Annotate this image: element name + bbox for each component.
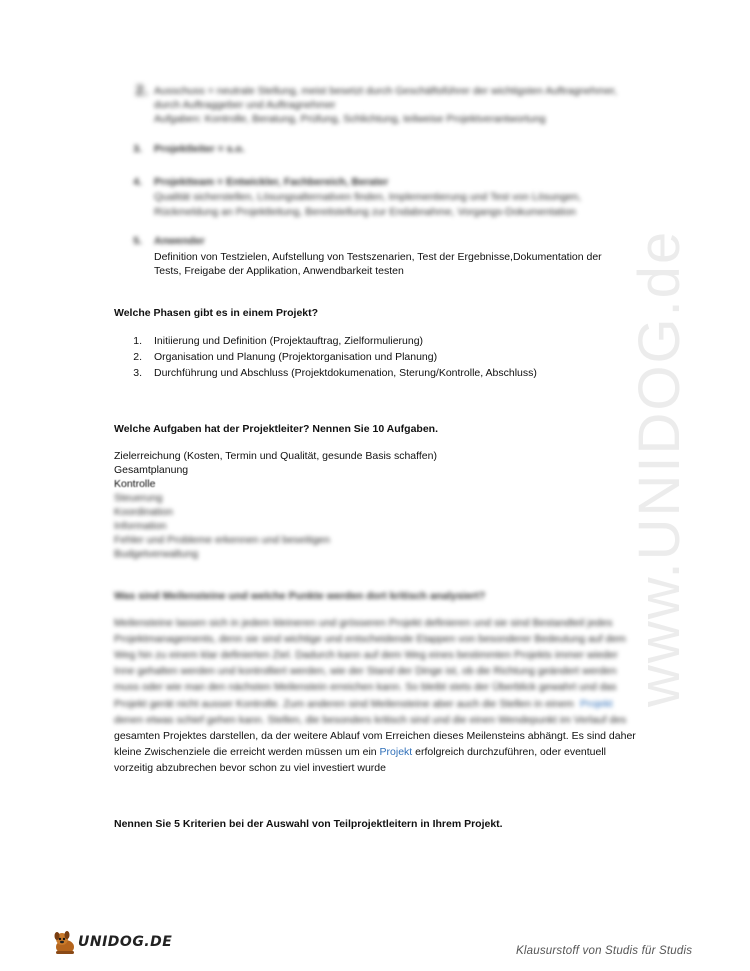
watermark: www.UNIDOG.de: [627, 229, 692, 707]
phase-number: 1.: [133, 335, 142, 347]
phase-number: 3.: [133, 367, 142, 379]
project-link[interactable]: Projekt: [379, 746, 413, 758]
role-line: Qualität sicherstellen, Lösungsalternativen finden, Implementierung und Test von Lösungen,: [154, 191, 582, 203]
phases-question: Welche Phasen gibt es in einem Projekt?: [114, 307, 319, 319]
milestones-question: Was sind Meilensteine und welche Punkte werden dort kritisch analysiert?: [114, 590, 486, 602]
role-line: Definition von Testzielen, Aufstellung von Testszenarien, Test der Ergebnisse,Dokumentation der: [154, 251, 602, 263]
criteria-question: Nennen Sie 5 Kriterien bei der Auswahl von Teilprojektleitern in Ihrem Projekt.: [114, 818, 503, 830]
task-item: Fehler und Probleme erkennen und beseitigen: [114, 534, 330, 546]
role-line: Tests, Freigabe der Applikation, Anwendbarkeit testen: [154, 265, 404, 277]
phase-text: Durchführung und Abschluss (Projektdokumenation, Sterung/Kontrolle, Abschluss): [154, 367, 537, 379]
text: kleine Zwischenziele die erreicht werden müssen um ein: [114, 746, 380, 758]
tasks-question: Welche Aufgaben hat der Projektleiter? Nennen Sie 10 Aufgaben.: [114, 423, 439, 435]
task-item: Budgetverwaltung: [114, 548, 199, 560]
role-title: Ausschuss = neutrale Stellung, meist besetzt durch Geschäftsführer der wichtigsten Auftragnehmer,: [154, 85, 618, 97]
milestones-line: Projekt gerät nicht ausser Kontrolle. Zum anderen sind Meilensteine aber auch die Stellen in einem: [114, 698, 574, 710]
role-line: Rückmeldung an Projektleitung, Bereitstellung zur Endabnahme, Vorgangs-Dokumentation: [154, 206, 576, 218]
role-line: durch Auftraggeber und Auftragnehmer: [154, 99, 336, 111]
phase-text: Organisation und Planung (Projektorganisation und Planung): [154, 351, 438, 363]
role-number: 4.: [133, 176, 142, 188]
role-number: 5.: [133, 235, 142, 247]
text: erfolgreich durchzuführen, oder eventuell: [412, 746, 607, 758]
milestones-line: Meilensteine lassen sich in jedem kleineren und grösseren Projekt definieren und sie sind Bestandteil jedes: [114, 617, 613, 629]
role-title: Anwender: [154, 235, 205, 247]
milestones-line: Projektmanagements, denn sie sind wichtige und entscheidende Etappen von besonderer Bedeutung auf dem: [114, 633, 626, 645]
logo[interactable]: [52, 928, 172, 960]
logo-text: UNIDOG.DE: [78, 934, 173, 950]
role-number: 2.: [135, 82, 148, 99]
task-item: Zielerreichung (Kosten, Termin und Qualität, gesunde Basis schaffen): [114, 450, 437, 462]
task-item: Koordination: [114, 506, 173, 518]
milestones-line: Inne gehalten werden und kontrolliert werden, wie der Stand der Dinge ist, ob die Richtung geändert werden: [114, 665, 617, 677]
task-item: Kontrolle: [114, 478, 156, 490]
task-item: Information: [114, 520, 167, 532]
phase-text: Initiierung und Definition (Projektauftrag, Zielformulierung): [154, 335, 424, 347]
task-item: Gesamtplanung: [114, 464, 189, 476]
task-item: Steuerung: [114, 492, 163, 504]
milestones-line: muss oder wie man den nächsten Meilenstein erreichen kann. So bleibt stets der Überblick gewahrt und das: [114, 681, 617, 693]
milestones-line: vorzeitig abzubrechen bevor schon zu viel investiert wurde: [114, 762, 386, 774]
dog-icon: [52, 930, 78, 956]
role-title: Projektleiter = s.o.: [154, 143, 245, 155]
milestones-line: gesamten Projektes darstellen, da der weitere Ablauf vom Erreichen dieses Meilensteins abhängt. Es sind daher: [114, 730, 636, 742]
role-line: Aufgaben: Kontrolle, Beratung, Prüfung, Schlichtung, teilweise Projektverantwortung: [154, 113, 546, 125]
footer-tagline: Klausurstoff von Studis für Studis: [516, 945, 693, 957]
role-title: Projektteam = Entwickler, Fachbereich, Berater: [154, 176, 389, 188]
milestones-line: [114, 745, 606, 759]
role-number: 3.: [133, 143, 142, 155]
phase-number: 2.: [133, 351, 142, 363]
milestones-link[interactable]: Projekt: [580, 698, 613, 710]
milestones-line: Weg hin zu einem klar definierten Ziel. Dadurch kann auf dem Weg eines bestimmten Projekts immer wieder: [114, 649, 618, 661]
milestones-line: denen etwas schief gehen kann. Stellen, die besonders kritisch sind und die einen Wendepunkt im Verlauf des: [114, 714, 627, 726]
